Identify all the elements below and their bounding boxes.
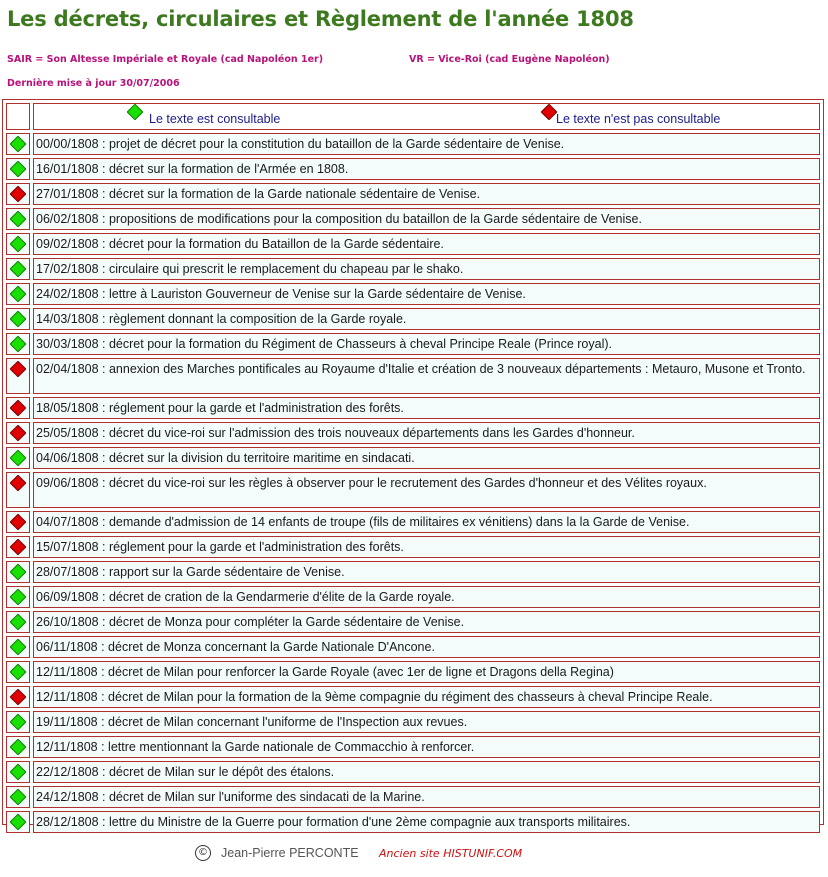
decrees-table (2, 99, 824, 829)
available-diamond-icon[interactable] (10, 450, 27, 467)
status-cell (6, 586, 30, 608)
status-cell (6, 736, 30, 758)
entry-cell (33, 208, 820, 230)
header-icon-cell (6, 103, 30, 130)
entry-text: 28/07/1808 : rapport sur la Garde sédentaire de Venise. (36, 565, 345, 579)
entry-cell (33, 511, 820, 533)
status-cell (6, 561, 30, 583)
status-cell (6, 258, 30, 280)
status-cell (6, 761, 30, 783)
unavailable-diamond-icon (10, 361, 27, 378)
status-cell (6, 308, 30, 330)
available-diamond-icon[interactable] (10, 286, 27, 303)
status-cell (6, 158, 30, 180)
entry-cell (33, 586, 820, 608)
entry-cell (33, 233, 820, 255)
copyright-icon: © (195, 845, 211, 861)
unavailable-diamond-icon (10, 425, 27, 442)
status-cell (6, 447, 30, 469)
entry-text: 04/06/1808 : décret sur la division du territoire maritime en sindacati. (36, 451, 415, 465)
available-diamond-icon[interactable] (10, 261, 27, 278)
status-cell (6, 233, 30, 255)
unavailable-diamond-icon (10, 539, 27, 556)
entry-cell (33, 561, 820, 583)
status-cell (6, 422, 30, 444)
entry-text: 12/11/1808 : décret de Milan pour renforcer la Garde Royale (avec 1er de ligne et Dragons della Regina) (36, 665, 614, 679)
entry-text: 09/06/1808 : décret du vice-roi sur les règles à observer pour le recrutement des Gardes d'honneur et des Vélites royaux. (36, 476, 707, 490)
available-diamond-icon[interactable] (10, 236, 27, 253)
entry-text: 14/03/1808 : règlement donnant la composition de la Garde royale. (36, 312, 407, 326)
entry-text: 26/10/1808 : décret de Monza pour compléter la Garde sédentaire de Venise. (36, 615, 465, 629)
status-cell (6, 183, 30, 205)
entry-cell (33, 447, 820, 469)
status-cell (6, 711, 30, 733)
entry-cell (33, 397, 820, 419)
available-diamond-icon[interactable] (10, 789, 27, 806)
available-diamond-icon[interactable] (10, 311, 27, 328)
available-diamond-icon[interactable] (10, 714, 27, 731)
status-cell (6, 636, 30, 658)
entry-text: 06/11/1808 : décret de Monza concernant la Garde Nationale D'Ancone. (36, 640, 435, 654)
sair-note: SAIR = Son Altesse Impériale et Royale (cad Napoléon 1er) (7, 54, 324, 65)
entry-text: 25/05/1808 : décret du vice-roi sur l'admission des trois nouveaux départements dans les Gardes d'honneur. (36, 426, 635, 440)
available-diamond-icon[interactable] (10, 211, 27, 228)
entry-text: 09/02/1808 : décret pour la formation du Bataillon de la Garde sédentaire. (36, 237, 444, 251)
legend-available-label: Le texte est consultable (149, 112, 281, 126)
available-diamond-icon[interactable] (10, 764, 27, 781)
status-cell (6, 208, 30, 230)
available-diamond-icon[interactable] (10, 664, 27, 681)
entry-cell (33, 158, 820, 180)
green-diamond-icon (127, 104, 144, 121)
available-diamond-icon[interactable] (10, 336, 27, 353)
status-cell (6, 786, 30, 808)
available-diamond-icon[interactable] (10, 739, 27, 756)
entry-text: 30/03/1808 : décret pour la formation du Régiment de Chasseurs à cheval Principe Reale (Prince royal). (36, 337, 613, 351)
status-cell (6, 811, 30, 833)
available-diamond-icon[interactable] (10, 814, 27, 831)
entry-text: 17/02/1808 : circulaire qui prescrit le remplacement du chapeau par le shako. (36, 262, 464, 276)
header-legend-cell (33, 103, 820, 130)
available-diamond-icon[interactable] (10, 136, 27, 153)
available-diamond-icon[interactable] (10, 161, 27, 178)
entry-cell (33, 686, 820, 708)
unavailable-diamond-icon (10, 514, 27, 531)
unavailable-diamond-icon (10, 475, 27, 492)
author-name: Jean-Pierre PERCONTE (221, 846, 359, 860)
last-update: Dernière mise à jour 30/07/2006 (7, 78, 180, 89)
entry-cell (33, 358, 820, 394)
status-cell (6, 397, 30, 419)
status-cell (6, 333, 30, 355)
entry-text: 27/01/1808 : décret sur la formation de la Garde nationale sédentaire de Venise. (36, 187, 481, 201)
entry-cell (33, 283, 820, 305)
entry-cell (33, 786, 820, 808)
entry-text: 19/11/1808 : décret de Milan concernant l'uniforme de l'Inspection aux revues. (36, 715, 468, 729)
unavailable-diamond-icon (10, 186, 27, 203)
unavailable-diamond-icon (10, 689, 27, 706)
entry-cell (33, 661, 820, 683)
entry-text: 06/09/1808 : décret de cration de la Gendarmerie d'élite de la Garde royale. (36, 590, 455, 604)
entry-text: 22/12/1808 : décret de Milan sur le dépôt des étalons. (36, 765, 335, 779)
entry-cell (33, 536, 820, 558)
status-cell (6, 511, 30, 533)
entry-cell (33, 472, 820, 508)
legend-unavailable-label: Le texte n'est pas consultable (556, 112, 721, 126)
entry-cell (33, 422, 820, 444)
entry-text: 15/07/1808 : réglement pour la garde et l'administration des forêts. (36, 540, 404, 554)
entry-cell (33, 308, 820, 330)
entry-text: 24/02/1808 : lettre à Lauriston Gouverneur de Venise sur la Garde sédentaire de Venise. (36, 287, 526, 301)
entry-text: 00/00/1808 : projet de décret pour la constitution du bataillon de la Garde sédentaire de Venise. (36, 137, 565, 151)
entry-cell (33, 258, 820, 280)
entry-cell (33, 611, 820, 633)
entry-text: 24/12/1808 : décret de Milan sur l'uniforme des sindacati de la Marine. (36, 790, 425, 804)
status-cell (6, 283, 30, 305)
entry-text: 12/11/1808 : décret de Milan pour la formation de la 9ème compagnie du régiment des chasseurs à cheval Principe Reale. (36, 690, 713, 704)
entry-text: 28/12/1808 : lettre du Ministre de la Guerre pour formation d'une 2ème compagnie aux transports militaires. (36, 815, 631, 829)
entry-text: 02/04/1808 : annexion des Marches pontificales au Royaume d'Italie et création de 3 nouveaux départements : Metauro, Musone et Tronto. (36, 362, 806, 376)
entry-text: 12/11/1808 : lettre mentionnant la Garde nationale de Commacchio à renforcer. (36, 740, 475, 754)
old-site-link[interactable]: Ancien site HISTUNIF.COM (379, 847, 523, 860)
status-cell (6, 358, 30, 394)
available-diamond-icon[interactable] (10, 589, 27, 606)
entry-cell (33, 133, 820, 155)
entry-cell (33, 811, 820, 833)
page-title: Les décrets, circulaires et Règlement de l'année 1808 (7, 7, 634, 31)
entry-cell (33, 183, 820, 205)
unavailable-diamond-icon (10, 400, 27, 417)
status-cell (6, 661, 30, 683)
entry-text: 16/01/1808 : décret sur la formation de l'Armée en 1808. (36, 162, 349, 176)
entry-cell (33, 761, 820, 783)
entry-cell (33, 636, 820, 658)
status-cell (6, 133, 30, 155)
entry-text: 06/02/1808 : propositions de modifications pour la composition du bataillon de la Garde sédentaire de Venise. (36, 212, 642, 226)
entry-text: 04/07/1808 : demande d'admission de 14 enfants de troupe (fils de militaires ex vénitiens) dans la la Garde de Venise. (36, 515, 690, 529)
entry-text: 18/05/1808 : réglement pour la garde et l'administration des forêts. (36, 401, 404, 415)
available-diamond-icon[interactable] (10, 614, 27, 631)
entry-cell (33, 736, 820, 758)
available-diamond-icon[interactable] (10, 639, 27, 656)
entry-cell (33, 711, 820, 733)
status-cell (6, 472, 30, 508)
available-diamond-icon[interactable] (10, 564, 27, 581)
entry-cell (33, 333, 820, 355)
status-cell (6, 536, 30, 558)
red-diamond-icon (541, 104, 558, 121)
status-cell (6, 611, 30, 633)
status-cell (6, 686, 30, 708)
vr-note: VR = Vice-Roi (cad Eugène Napoléon) (409, 54, 610, 65)
